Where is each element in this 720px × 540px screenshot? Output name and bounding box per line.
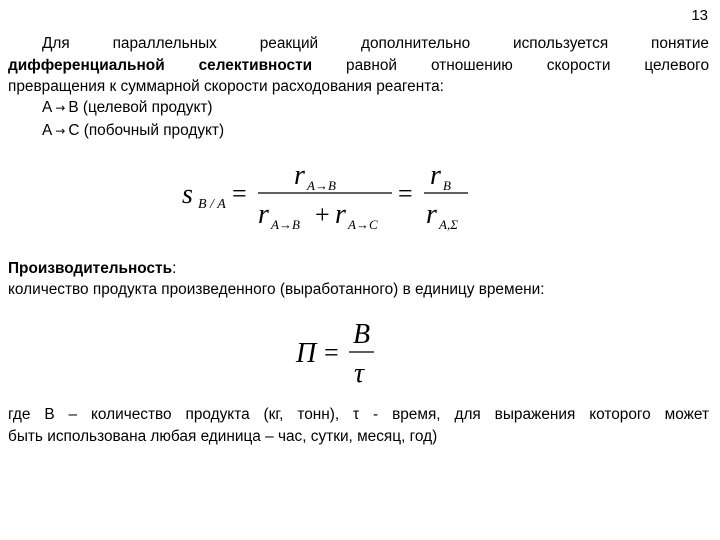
denominator-2-subscript: A,Σ: [439, 217, 458, 232]
intro-line-2-rest: равной отношению скорости целевого: [312, 56, 709, 74]
numerator-rate-subscript: A→B: [307, 178, 336, 193]
term-differential-selectivity: дифференциальной селективности: [8, 56, 313, 74]
lhs-subscript: B / A: [198, 197, 226, 212]
denominator-rate-1: r: [258, 199, 269, 230]
intro-line-1: Для параллельных реакций дополнительно используется понятие: [42, 35, 709, 52]
reaction-item: [42, 120, 224, 143]
equals-sign: =: [232, 179, 247, 208]
numerator-2-subscript: B: [443, 178, 451, 193]
explanation-paragraph: [8, 404, 709, 447]
intro-line-3: превращения к суммарной скорости расходования реагента:: [8, 78, 444, 95]
reaction-reactant: A: [42, 121, 53, 139]
productivity-formula: [296, 316, 386, 390]
product-amount-symbol: B: [353, 319, 371, 350]
term-productivity: Производительность: [8, 260, 173, 277]
numerator-2-rate: r: [430, 160, 441, 191]
equals-sign-3: =: [324, 338, 339, 367]
denominator-rate-2: r: [335, 199, 346, 230]
numerator-rate: r: [294, 160, 305, 191]
denominator-rate-1-subscript: A→B: [271, 217, 300, 232]
denominator-rate-2-subscript: A→C: [348, 217, 378, 232]
productivity-symbol: П: [296, 338, 317, 369]
reaction-list: [42, 97, 224, 142]
page-number: 13: [691, 7, 708, 24]
explanation-line-2: быть использована любая единица – час, сутки, месяц, год): [8, 427, 438, 445]
plus-sign: +: [315, 200, 330, 229]
time-symbol: τ: [354, 358, 365, 389]
denominator-2-rate: r: [426, 199, 437, 230]
intro-paragraph: [8, 33, 709, 98]
reaction-product: B (целевой продукт): [68, 99, 213, 116]
heading-colon: :: [172, 260, 177, 277]
productivity-heading: [8, 258, 176, 280]
productivity-definition: количество продукта произведенного (выработанного) в единицу времени:: [8, 281, 545, 298]
selectivity-formula: [182, 160, 482, 240]
reaction-item: [42, 97, 224, 120]
productivity-formula-svg: [296, 316, 386, 390]
reaction-reactant: A: [42, 99, 53, 116]
explanation-line-1: где В – количество продукта (кг, тонн), τ - время, для выражения которого может: [8, 406, 709, 423]
lhs-symbol: s: [182, 179, 193, 210]
selectivity-formula-svg: [182, 160, 482, 240]
equals-sign-2: =: [398, 179, 413, 208]
reaction-product: C (побочный продукт): [68, 121, 225, 139]
arrow-icon: →: [55, 101, 66, 115]
intro-line-2: [8, 55, 709, 77]
arrow-icon: →: [55, 123, 66, 138]
